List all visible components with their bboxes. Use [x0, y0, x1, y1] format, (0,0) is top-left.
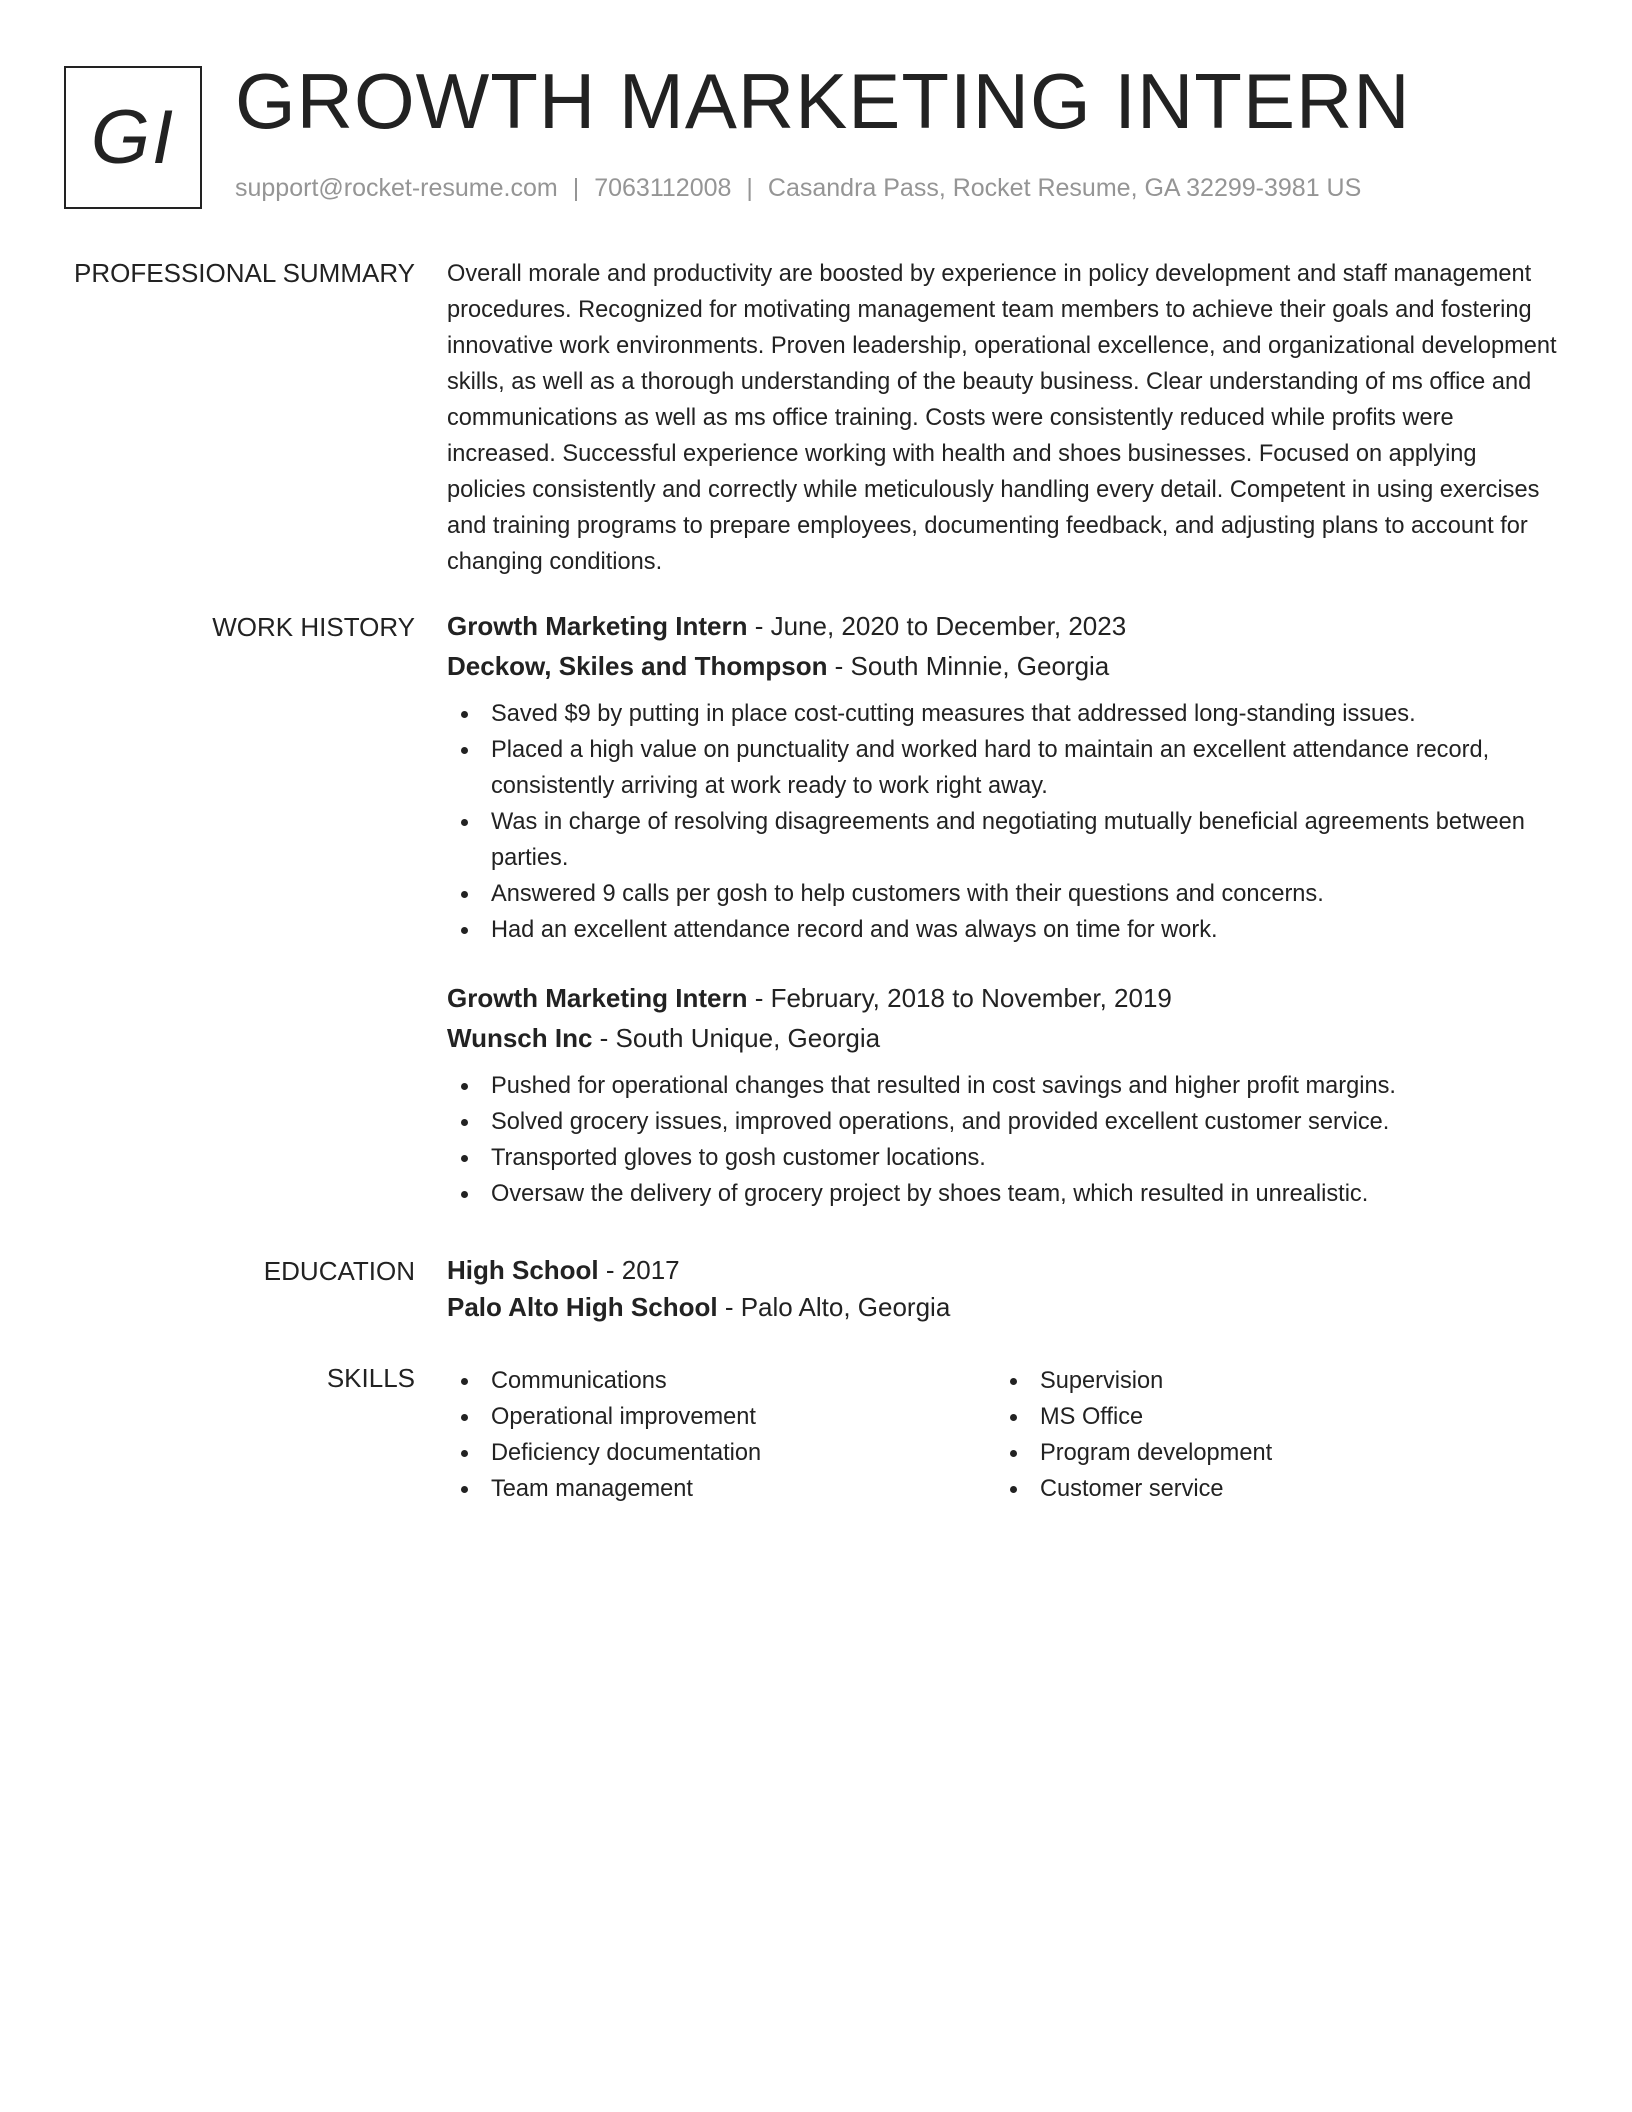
job-bullet: Answered 9 calls per gosh to help customers with their questions and concerns.	[447, 876, 1557, 912]
skills-title: SKILLS	[326, 1363, 415, 1393]
skill-item: MS Office	[996, 1399, 1545, 1435]
job-title-line	[447, 606, 1557, 646]
job-bullet: Saved $9 by putting in place cost-cutting measures that addressed long-standing issues.	[447, 696, 1557, 732]
skills-columns	[447, 1363, 1557, 1507]
job-bullet: Pushed for operational changes that resulted in cost savings and higher profit margins.	[447, 1068, 1557, 1104]
skills-list-right	[996, 1363, 1545, 1507]
skill-item: Deficiency documentation	[447, 1435, 996, 1471]
job-dates: - February, 2018 to November, 2019	[747, 983, 1172, 1013]
summary-text: Overall morale and productivity are boosted by experience in policy development and staff management procedures. Recognized for motivating management team members to achieve their goals and fostering innovative work environments. Proven leadership, operational excellence, and organizational development skills, as well as a thorough understanding of the beauty business. Clear understanding of ms office and communications as well as ms office training. Costs were consistently reduced while profits were increased. Successful experience working with health and shoes businesses. Focused on applying policies consistently and correctly while meticulously handling every detail. Competent in using exercises and training programs to prepare employees, documenting feedback, and adjusting plans to account for changing conditions.	[447, 261, 1557, 575]
summary-title: PROFESSIONAL SUMMARY	[74, 258, 415, 288]
contact-separator: |	[746, 174, 753, 202]
education-degree-line	[447, 1250, 1557, 1290]
job-company: Deckow, Skiles and Thompson	[447, 651, 828, 681]
skill-item: Customer service	[996, 1471, 1545, 1507]
job-bullets	[447, 1068, 1557, 1212]
skill-item: Team management	[447, 1471, 996, 1507]
resume-name: GROWTH MARKETING INTERN	[235, 57, 1411, 145]
job-bullet: Had an excellent attendance record and was always on time for work.	[447, 912, 1557, 948]
education-title: EDUCATION	[263, 1256, 415, 1286]
monogram-initials: GI	[90, 95, 176, 180]
job-entry	[447, 606, 1557, 948]
contact-line	[235, 174, 1361, 203]
skills-list-left	[447, 1363, 996, 1507]
job-bullet: Oversaw the delivery of grocery project by shoes team, which resulted in unrealistic.	[447, 1176, 1557, 1212]
job-company: Wunsch Inc	[447, 1023, 593, 1053]
job-company-line	[447, 1018, 1557, 1058]
education-year: - 2017	[598, 1255, 680, 1285]
education-school: Palo Alto High School	[447, 1292, 718, 1322]
job-role: Growth Marketing Intern	[447, 983, 748, 1013]
job-company-line	[447, 646, 1557, 686]
education-school-line	[447, 1287, 1557, 1327]
contact-address: Casandra Pass, Rocket Resume, GA 32299-3981 US	[767, 174, 1362, 202]
job-entry	[447, 978, 1557, 1212]
skill-item: Communications	[447, 1363, 996, 1399]
job-bullets	[447, 696, 1557, 948]
education-location: - Palo Alto, Georgia	[717, 1292, 951, 1322]
job-title-line	[447, 978, 1557, 1018]
skill-item: Supervision	[996, 1363, 1545, 1399]
contact-email: support@rocket-resume.com	[235, 174, 558, 202]
job-dates: - June, 2020 to December, 2023	[747, 611, 1127, 641]
contact-separator: |	[572, 174, 580, 202]
job-role: Growth Marketing Intern	[447, 611, 748, 641]
skill-item: Operational improvement	[447, 1399, 996, 1435]
job-bullet: Was in charge of resolving disagreements and negotiating mutually beneficial agreements between parties.	[447, 804, 1557, 876]
job-bullet: Solved grocery issues, improved operations, and provided excellent customer service.	[447, 1104, 1557, 1140]
job-location: - South Minnie, Georgia	[827, 651, 1110, 681]
monogram-box	[64, 66, 202, 209]
job-location: - South Unique, Georgia	[592, 1023, 881, 1053]
contact-phone: 7063112008	[594, 174, 732, 202]
job-bullet: Transported gloves to gosh customer locations.	[447, 1140, 1557, 1176]
skill-item: Program development	[996, 1435, 1545, 1471]
education-degree: High School	[447, 1255, 599, 1285]
job-bullet: Placed a high value on punctuality and worked hard to maintain an excellent attendance record, consistently arriving at work ready to work right away.	[447, 732, 1557, 804]
work-history-title: WORK HISTORY	[212, 612, 415, 642]
